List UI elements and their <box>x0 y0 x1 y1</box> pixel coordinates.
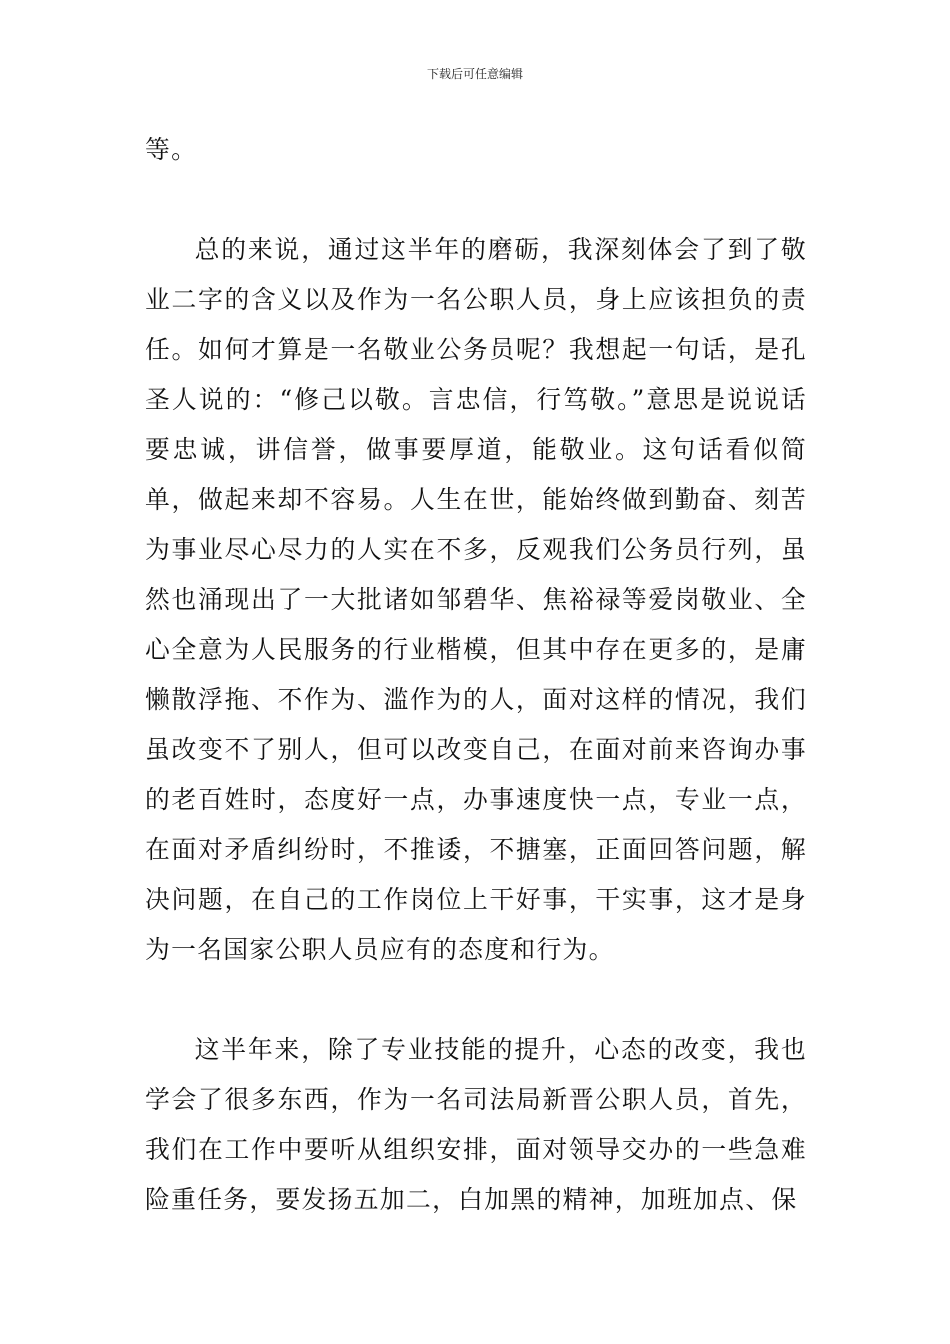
document-body <box>145 125 807 1225</box>
page-header: 下载后可任意编辑 <box>426 67 523 81</box>
paragraph-dedication: 总的来说，通过这半年的磨砺，我深刻体会了到了敬业二字的含义以及作为一名公职人员，身上应该担负的责任。如何才算是一名敬业公务员呢？我想起一句话，是孔圣人说的：“修己以敬。言忠信，行笃敬。”意思是说说话要忠诚，讲信誉，做事要厚道，能敬业。这句话看似简单，做起来却不容易。人生在世，能始终做到勤奋、刻苦为事业尽心尽力的人实在不多，反观我们公务员行列，虽然也涌现出了一大批诸如邹碧华、焦裕禄等爱岗敬业、全心全意为人民服务的行业楷模，但其中存在更多的，是庸懒散浮拖、不作为、滥作为的人，面对这样的情况，我们虽改变不了别人，但可以改变自己，在面对前来咨询办事的老百姓时，态度好一点，办事速度快一点，专业一点，在面对矛盾纠纷时，不推诿，不搪塞，正面回答问题，解决问题，在自己的工作岗位上干好事，干实事，这才是身为一名国家公职人员应有的态度和行为。 <box>145 235 807 964</box>
paragraph-learning: 这半年来，除了专业技能的提升，心态的改变，我也学会了很多东西，作为一名司法局新晋公职人员，首先，我们在工作中要听从组织安排，面对领导交办的一些急难险重任务，要发扬五加二，白加黑的精神，加班加点、保 <box>145 1035 807 1214</box>
paragraph-continuation: 等。 <box>145 135 198 164</box>
